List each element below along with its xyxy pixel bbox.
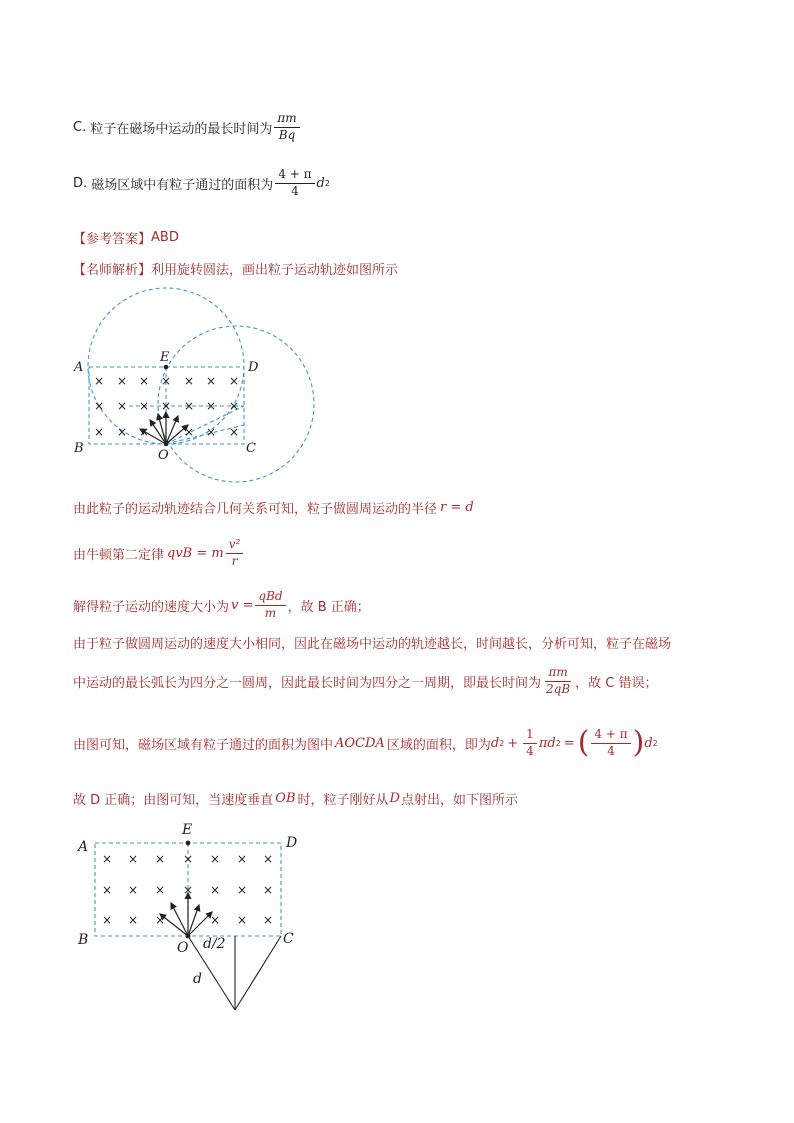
fig1-cross: × (183, 374, 195, 388)
option-c (73, 112, 302, 143)
analysis-line-7-ob: OB (275, 791, 296, 806)
analysis-line-3-suffix: ，故 B 正确； (287, 599, 370, 615)
analysis-line-6-d: d (490, 735, 500, 751)
analysis-line-5-frac-num: πm (545, 666, 570, 682)
option-d-text: 磁场区域中有粒子通过的面积为 (91, 177, 274, 193)
fig2-label-e: E (182, 822, 193, 838)
fig1-label-o: O (158, 448, 169, 463)
analysis-line-5-suffix: ，故 C 错误； (575, 675, 658, 691)
option-c-frac-den: Bq (278, 127, 296, 142)
fig1-cross: × (138, 374, 150, 388)
analysis-line-6-eq: = (563, 735, 575, 751)
analysis-line-6-exp: 2 (652, 738, 658, 748)
analysis-line-3-lhs: v = (231, 597, 254, 613)
analysis-line-6-exp: 2 (499, 738, 505, 748)
fig2-cross: × (262, 883, 274, 897)
analysis-line-2-frac-den: r (231, 553, 238, 568)
fig2-cross: × (101, 913, 113, 927)
fig2-velocity-arrow (171, 903, 188, 936)
analysis-line-2-fraction (226, 538, 244, 569)
analysis-line-6: 由图可知，磁场区域有粒子通过的面积为图中 AOCDA 区域的面积，即为 d 2 + $\frac{1}{4}$ πd 2 = ( $\frac{4 + \pi}{4}$ ) d 2 (73, 725, 658, 761)
analysis-line-3 (73, 590, 370, 621)
fig1-cross: × (228, 399, 240, 413)
analysis-line-6-region: AOCDA (335, 735, 385, 751)
analysis-line-7 (73, 789, 518, 808)
fig2-point-o (186, 934, 191, 939)
fig2-cross: × (127, 883, 139, 897)
fig2-cross: × (127, 913, 139, 927)
fig1-cross: × (205, 374, 217, 388)
analysis-line-6-text: 由图可知，磁场区域有粒子通过的面积为图中 (73, 737, 334, 753)
fig1-point-e (164, 365, 169, 370)
figure-1-diagram (70, 283, 330, 483)
fig1-cross: × (93, 425, 105, 439)
analysis-line-3-text: 解得粒子运动的速度大小为 (73, 599, 230, 615)
fig1-velocity-arrow (166, 416, 178, 444)
analysis-line-2-lhs: qvB = m (167, 545, 224, 561)
fig2-velocity-arrow (188, 905, 199, 936)
analysis-line-1-text: 由此粒子的运动轨迹结合几何关系可知，粒子做圆周运动的半径 (73, 502, 438, 517)
fig2-radius-right (235, 936, 281, 1010)
analysis-line-7-c: 点射出，如下图所示 (400, 793, 518, 808)
fig2-cross: × (154, 913, 166, 927)
fig1-velocity-arrow (150, 420, 166, 444)
option-d-frac-num: 4 + π (275, 168, 314, 184)
fig1-cross: × (116, 374, 128, 388)
fig2-cross: × (209, 883, 221, 897)
fig1-cross: × (228, 425, 240, 439)
analysis-line-6-fraction-2 (591, 728, 630, 759)
fig2-cross: × (127, 852, 139, 866)
analysis-line-2-frac-num: v² (226, 538, 244, 554)
fig2-cross: × (236, 852, 248, 866)
answer-value: ABD (151, 230, 179, 245)
analysis-line-5-text: 中运动的最长弧长为四分之一圆周，因此最长时间为四分之一周期，即最长时间为 (73, 675, 542, 691)
fig1-cross: × (228, 374, 240, 388)
option-d-label: D. (73, 175, 88, 191)
fig1-cross: × (93, 399, 105, 413)
fig2-label-c: C (283, 931, 294, 947)
option-c-text: 粒子在磁场中运动的最长时间为 (90, 121, 273, 137)
fig2-cross: × (101, 852, 113, 866)
answer-line (73, 228, 179, 247)
fig2-cross: × (262, 852, 274, 866)
analysis-line-2-text: 由牛顿第二定律 (73, 547, 165, 563)
fig1-label-c: C (246, 441, 256, 456)
option-c-fraction (274, 112, 299, 143)
fig1-cross: × (116, 425, 128, 439)
analysis-line-6-frac2-den: 4 (607, 743, 615, 758)
fig2-cross: × (101, 883, 113, 897)
fig1-cross: × (160, 374, 172, 388)
analysis-line-6-frac2-num: 4 + π (591, 728, 630, 744)
fig1-label-a: A (74, 360, 84, 375)
fig2-cross: × (154, 883, 166, 897)
fig2-cross: × (182, 883, 194, 897)
fig2-cross: × (209, 852, 221, 866)
fig2-label-half-d: d/2 (203, 936, 226, 952)
analysis-line-5-frac-den: 2qB (546, 681, 571, 696)
fig1-cross: × (183, 425, 195, 439)
fig1-cross: × (116, 399, 128, 413)
analysis-line-3-frac-num: qBd (255, 590, 285, 606)
analysis-line-6-fraction-1 (523, 728, 537, 759)
fig2-cross: × (236, 913, 248, 927)
analysis-line-6-mid: 区域的面积，即为 (386, 737, 491, 753)
fig2-cross: × (236, 883, 248, 897)
analysis-line-6-pid: πd (538, 735, 556, 751)
option-d-frac-den: 4 (291, 183, 299, 198)
analysis-intro-line (73, 259, 398, 278)
fig1-label-e: E (160, 350, 170, 365)
fig2-cross: × (154, 852, 166, 866)
option-c-frac-num: πm (274, 112, 299, 128)
fig1-cross: × (205, 425, 217, 439)
analysis-line-4 (73, 633, 671, 652)
option-d (73, 168, 330, 199)
analysis-line-2 (73, 538, 245, 569)
fig2-label-b: B (78, 932, 89, 948)
option-d-suffix: d (316, 175, 325, 191)
fig1-cross: × (93, 374, 105, 388)
analysis-line-7-b: 时，粒子刚好从 (297, 793, 389, 808)
analysis-line-6-frac1-num: 1 (523, 728, 537, 744)
option-d-suffix-exp: 2 (324, 178, 330, 188)
analysis-line-6-d2: d (644, 735, 653, 751)
fig1-cross: × (160, 399, 172, 413)
fig1-cross: × (205, 399, 217, 413)
analysis-line-1 (73, 498, 474, 517)
figure-2-diagram (70, 818, 310, 1018)
fig2-point-e (186, 841, 191, 846)
analysis-line-3-frac-den: m (264, 605, 277, 620)
analysis-line-5 (73, 666, 658, 697)
fig1-label-b: B (74, 441, 84, 456)
analysis-line-3-fraction (255, 590, 285, 621)
fig1-cross: × (183, 399, 195, 413)
analysis-line-1-math: r = d (440, 500, 474, 515)
fig1-point-o (164, 442, 169, 447)
analysis-line-7-d: D (389, 791, 400, 806)
option-d-fraction (275, 168, 314, 199)
fig1-cross: × (138, 399, 150, 413)
fig1-cross: × (138, 425, 150, 439)
fig2-label-o: O (177, 940, 189, 956)
fig2-cross: × (182, 852, 194, 866)
analysis-line-7-a: 故 D 正确；由图可知，当速度垂直 (73, 793, 274, 808)
fig2-cross: × (262, 913, 274, 927)
analysis-line-4-text: 由于粒子做圆周运动的速度大小相同，因此在磁场中运动的轨迹越长，时间越长，分析可知，粒子在磁场 (73, 637, 672, 652)
analysis-label: 【名师解析】 (73, 263, 152, 278)
analysis-line-6-plus: + (507, 735, 519, 751)
fig2-cross: × (209, 913, 221, 927)
analysis-line-6-frac1-den: 4 (526, 743, 534, 758)
fig2-velocity-arrow (188, 912, 212, 936)
fig2-label-d: D (286, 835, 298, 851)
option-c-label: C. (73, 119, 87, 135)
fig1-label-d: D (248, 360, 259, 375)
fig2-label-d-length: d (193, 971, 202, 987)
answer-label: 【参考答案】 (73, 232, 152, 247)
analysis-line-6-exp: 2 (555, 738, 561, 748)
analysis-line-5-fraction (543, 666, 573, 697)
analysis-intro: 利用旋转圆法，画出粒子运动轨迹如图所示 (151, 263, 399, 278)
fig2-label-a: A (78, 839, 89, 855)
